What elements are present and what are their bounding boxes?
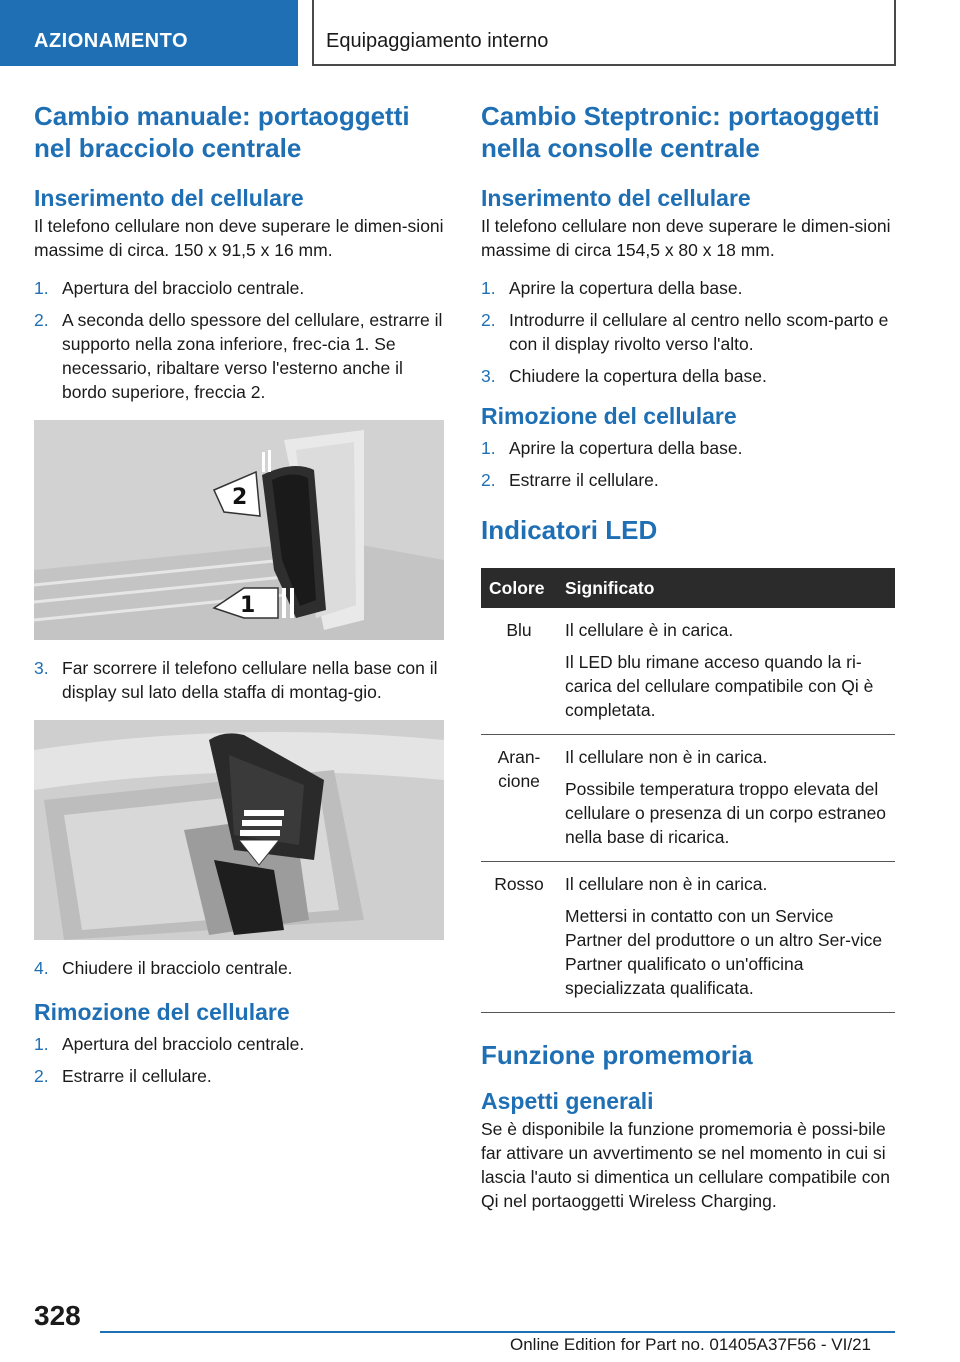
- left-remove-steps: [34, 1032, 444, 1088]
- right-insert-body: Il telefono cellulare non deve superare le dimen-sioni massime di circa 154,5 x 80 x 18 mm.: [481, 216, 891, 260]
- armrest-illustration-2: [34, 720, 444, 940]
- page-number: 328: [34, 1300, 81, 1331]
- armrest-illustration-1: [34, 420, 444, 640]
- list-item: 1. Aprire la copertura della base.: [481, 278, 743, 298]
- column-header-colore: Colore: [481, 568, 557, 608]
- left-remove-heading: Rimozione del cellulare: [34, 999, 290, 1025]
- arrow-label-1: 1: [240, 593, 256, 618]
- list-item: 1. Aprire la copertura della base.: [481, 438, 743, 458]
- topic-title: Equipaggiamento interno: [312, 0, 896, 66]
- arrow-label-2: 2: [232, 485, 248, 510]
- right-section-title: Cambio Steptronic: portaoggetti nella consolle centrale: [481, 101, 880, 163]
- led-color-cell: Blu: [481, 608, 557, 735]
- list-item: 4. Chiudere il bracciolo centrale.: [34, 958, 293, 978]
- list-item: 1. Apertura del bracciolo centrale.: [34, 278, 305, 298]
- list-item: 3. Chiudere la copertura della base.: [481, 366, 767, 386]
- left-section-title: Cambio manuale: portaoggetti nel bracciolo centrale: [34, 101, 410, 163]
- list-item: 2. Estrarre il cellulare.: [34, 1066, 212, 1086]
- general-heading: Aspetti generali: [481, 1088, 654, 1114]
- left-insert-heading: Inserimento del cellulare: [34, 185, 304, 211]
- right-remove-heading: Rimozione del cellulare: [481, 403, 737, 429]
- column-header-significato: Significato: [557, 568, 895, 608]
- led-color-cell: Aran-cione: [481, 735, 557, 862]
- right-column: [481, 100, 895, 1213]
- list-item: 1. Apertura del bracciolo centrale.: [34, 1034, 305, 1054]
- left-insert-steps: [34, 276, 444, 404]
- led-meaning-cell: Il cellulare non è in carica. Mettersi in contatto con un Service Partner del produttore o un altro Ser-vice Partner qualificato o un'officina specializzata qualificata.: [557, 862, 895, 1013]
- table-row: [481, 735, 895, 862]
- list-item: 2. Estrarre il cellulare.: [481, 470, 659, 490]
- right-insert-heading: Inserimento del cellulare: [481, 185, 751, 211]
- armrest-figure-2: [34, 720, 444, 940]
- table-header-row: [481, 568, 895, 608]
- table-row: [481, 862, 895, 1013]
- led-meaning-cell: Il cellulare è in carica. Il LED blu rimane acceso quando la ri-carica del cellulare compatibile con Qi è completata.: [557, 608, 895, 735]
- general-body: Se è disponibile la funzione promemoria è possi-bile far attivare un avvertimento se nel momento in cui si lascia l'auto si dimentica un cellulare compatibile con Qi nel portaoggetti Wireless Charging.: [481, 1119, 890, 1211]
- section-tab: AZIONAMENTO: [0, 0, 298, 66]
- left-insert-body: Il telefono cellulare non deve superare le dimen-sioni massime di circa. 150 x 91,5 x 16 mm.: [34, 216, 444, 260]
- page-header: [0, 0, 960, 66]
- left-column: [34, 100, 444, 1096]
- edition-note: Online Edition for Part no. 01405A37F56 - VI/21: [510, 1335, 872, 1354]
- led-heading: Indicatori LED: [481, 515, 658, 545]
- armrest-figure-1: [34, 420, 444, 640]
- led-table: [481, 568, 895, 1013]
- list-item: 2. A seconda dello spessore del cellulare, estrarre il supporto nella zona inferiore, frec-cia 1. Se necessario, ribaltare verso l'esterno anche il bordo superiore, freccia 2.: [34, 310, 443, 402]
- list-item: 3. Far scorrere il telefono cellulare nella base con il display sul lato della staffa di montag-gio.: [34, 658, 438, 702]
- right-insert-steps: [481, 276, 895, 388]
- list-item: 2. Introdurre il cellulare al centro nello scom-parto e con il display rivolto verso l'alto.: [481, 310, 889, 354]
- right-remove-steps: [481, 436, 895, 492]
- left-step-3: [34, 656, 444, 704]
- left-step-4: [34, 956, 444, 980]
- reminder-heading: Funzione promemoria: [481, 1040, 753, 1070]
- led-color-cell: Rosso: [481, 862, 557, 1013]
- table-row: [481, 608, 895, 735]
- led-meaning-cell: Il cellulare non è in carica. Possibile temperatura troppo elevata del cellulare o presenza di un corpo estraneo nella base di ricarica.: [557, 735, 895, 862]
- footer-divider: [100, 1331, 895, 1333]
